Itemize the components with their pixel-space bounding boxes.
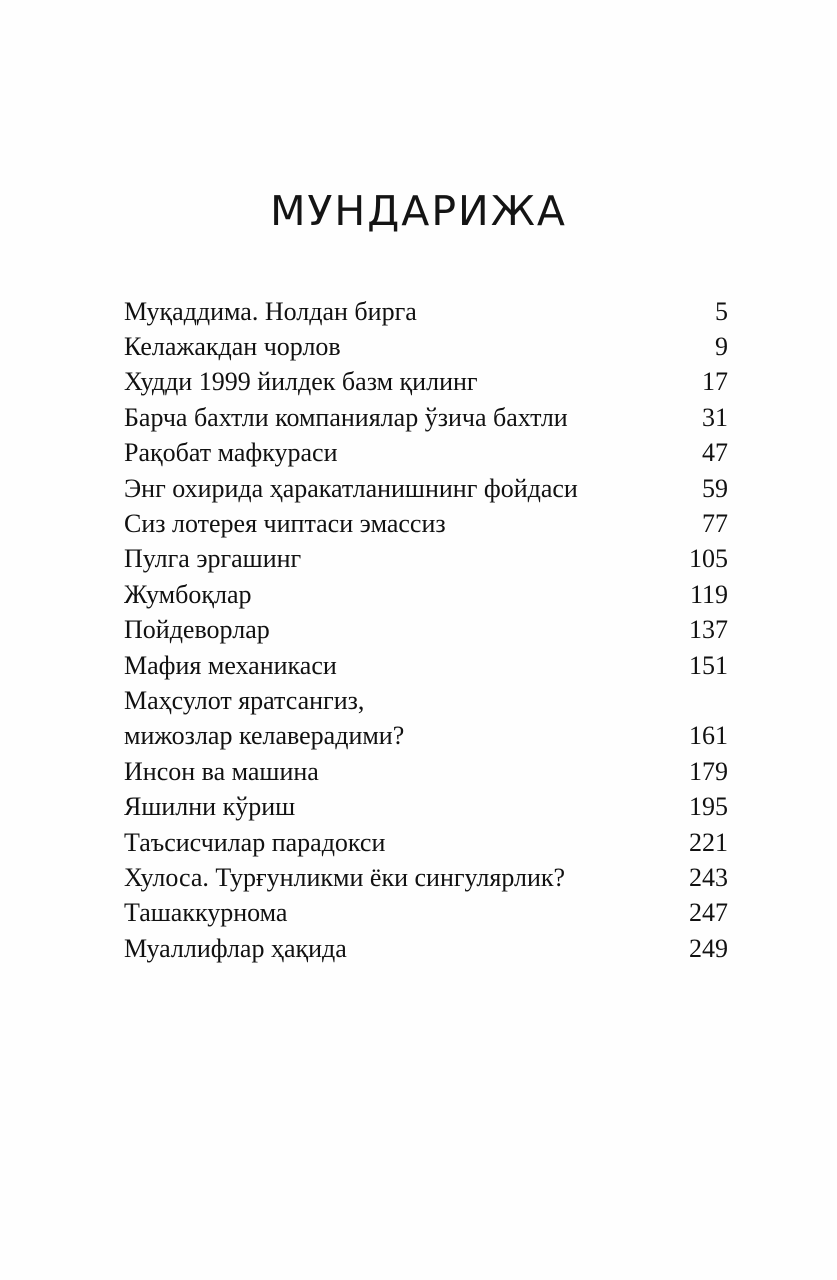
toc-entry bbox=[124, 471, 728, 506]
toc-entry bbox=[124, 329, 728, 364]
toc-entry bbox=[124, 931, 728, 966]
toc-entry-page-number: 5 bbox=[715, 296, 728, 326]
toc-entry-page-number: 179 bbox=[689, 756, 728, 786]
toc-entry-title: Муаллифлар ҳақида bbox=[124, 933, 347, 963]
toc-entry-title: Сиз лотерея чиптаси эмассиз bbox=[124, 509, 446, 539]
toc-entry-title: Пулга эргашинг bbox=[124, 544, 302, 574]
toc-entry-page-number: 59 bbox=[702, 473, 728, 503]
toc-entry bbox=[124, 789, 728, 824]
toc-entry-title: Худди 1999 йилдек базм қилинг bbox=[124, 367, 478, 397]
toc-entry-page-number: 249 bbox=[689, 933, 728, 963]
toc-entry bbox=[124, 436, 728, 471]
toc-entry-title: Муқаддима. Нолдан бирга bbox=[124, 296, 417, 326]
toc-entry-page-number: 47 bbox=[702, 438, 728, 468]
toc-entry-title: Инсон ва машина bbox=[124, 756, 319, 786]
toc-entry bbox=[124, 294, 728, 329]
toc-entry-page-number: 17 bbox=[702, 367, 728, 397]
toc-entry-title: Маҳсулот яратсангиз, bbox=[124, 685, 365, 715]
toc-entry-title: Жумбоқлар bbox=[124, 579, 252, 609]
toc-entry-title: Ташаккурнома bbox=[124, 898, 288, 928]
toc-entry-page-number: 247 bbox=[689, 898, 728, 928]
toc-entry bbox=[124, 719, 728, 754]
toc-entry-page-number: 161 bbox=[689, 721, 728, 751]
toc-entry-title: мижозлар келаверадими? bbox=[124, 721, 405, 751]
toc-entry-title: Рақобат мафкураси bbox=[124, 438, 338, 468]
toc-entry bbox=[124, 613, 728, 648]
toc-entry bbox=[124, 400, 728, 435]
toc-entry-page-number: 77 bbox=[702, 509, 728, 539]
toc-entry bbox=[124, 365, 728, 400]
toc-entry bbox=[124, 896, 728, 931]
toc-entry bbox=[124, 542, 728, 577]
toc-entry-page-number: 151 bbox=[689, 650, 728, 680]
toc-entry-title: Энг охирида ҳаракатланишнинг фойдаси bbox=[124, 473, 578, 503]
toc-entry-title: Хулоса. Турғунликми ёки сингулярлик? bbox=[124, 862, 566, 892]
toc-entry-page-number: 119 bbox=[689, 579, 728, 609]
toc-entry-title: Яшилни кўриш bbox=[124, 792, 296, 822]
toc-entry-page-number: 31 bbox=[702, 402, 728, 432]
toc-entry-title: Таъсисчилар парадокси bbox=[124, 827, 386, 857]
toc-entry-title: Пойдеворлар bbox=[124, 615, 270, 645]
toc-entry-page-number: 105 bbox=[689, 544, 728, 574]
page-title: МУНДАРИЖА bbox=[270, 187, 567, 235]
toc-entry bbox=[124, 683, 728, 718]
toc-entry bbox=[124, 860, 728, 895]
toc-entry bbox=[124, 506, 728, 541]
table-of-contents bbox=[124, 294, 728, 966]
toc-entry-page-number: 243 bbox=[689, 862, 728, 892]
toc-entry-title: Келажакдан чорлов bbox=[124, 332, 341, 362]
toc-entry bbox=[124, 577, 728, 612]
toc-entry-page-number: 9 bbox=[715, 332, 728, 362]
toc-entry bbox=[124, 648, 728, 683]
toc-entry bbox=[124, 825, 728, 860]
toc-entry-page-number: 195 bbox=[689, 792, 728, 822]
toc-entry-page-number: 137 bbox=[689, 615, 728, 645]
toc-entry-title: Барча бахтли компаниялар ўзича бахтли bbox=[124, 402, 568, 432]
toc-entry-title: Мафия механикаси bbox=[124, 650, 337, 680]
toc-entry-page-number: 221 bbox=[689, 827, 728, 857]
toc-entry bbox=[124, 754, 728, 789]
